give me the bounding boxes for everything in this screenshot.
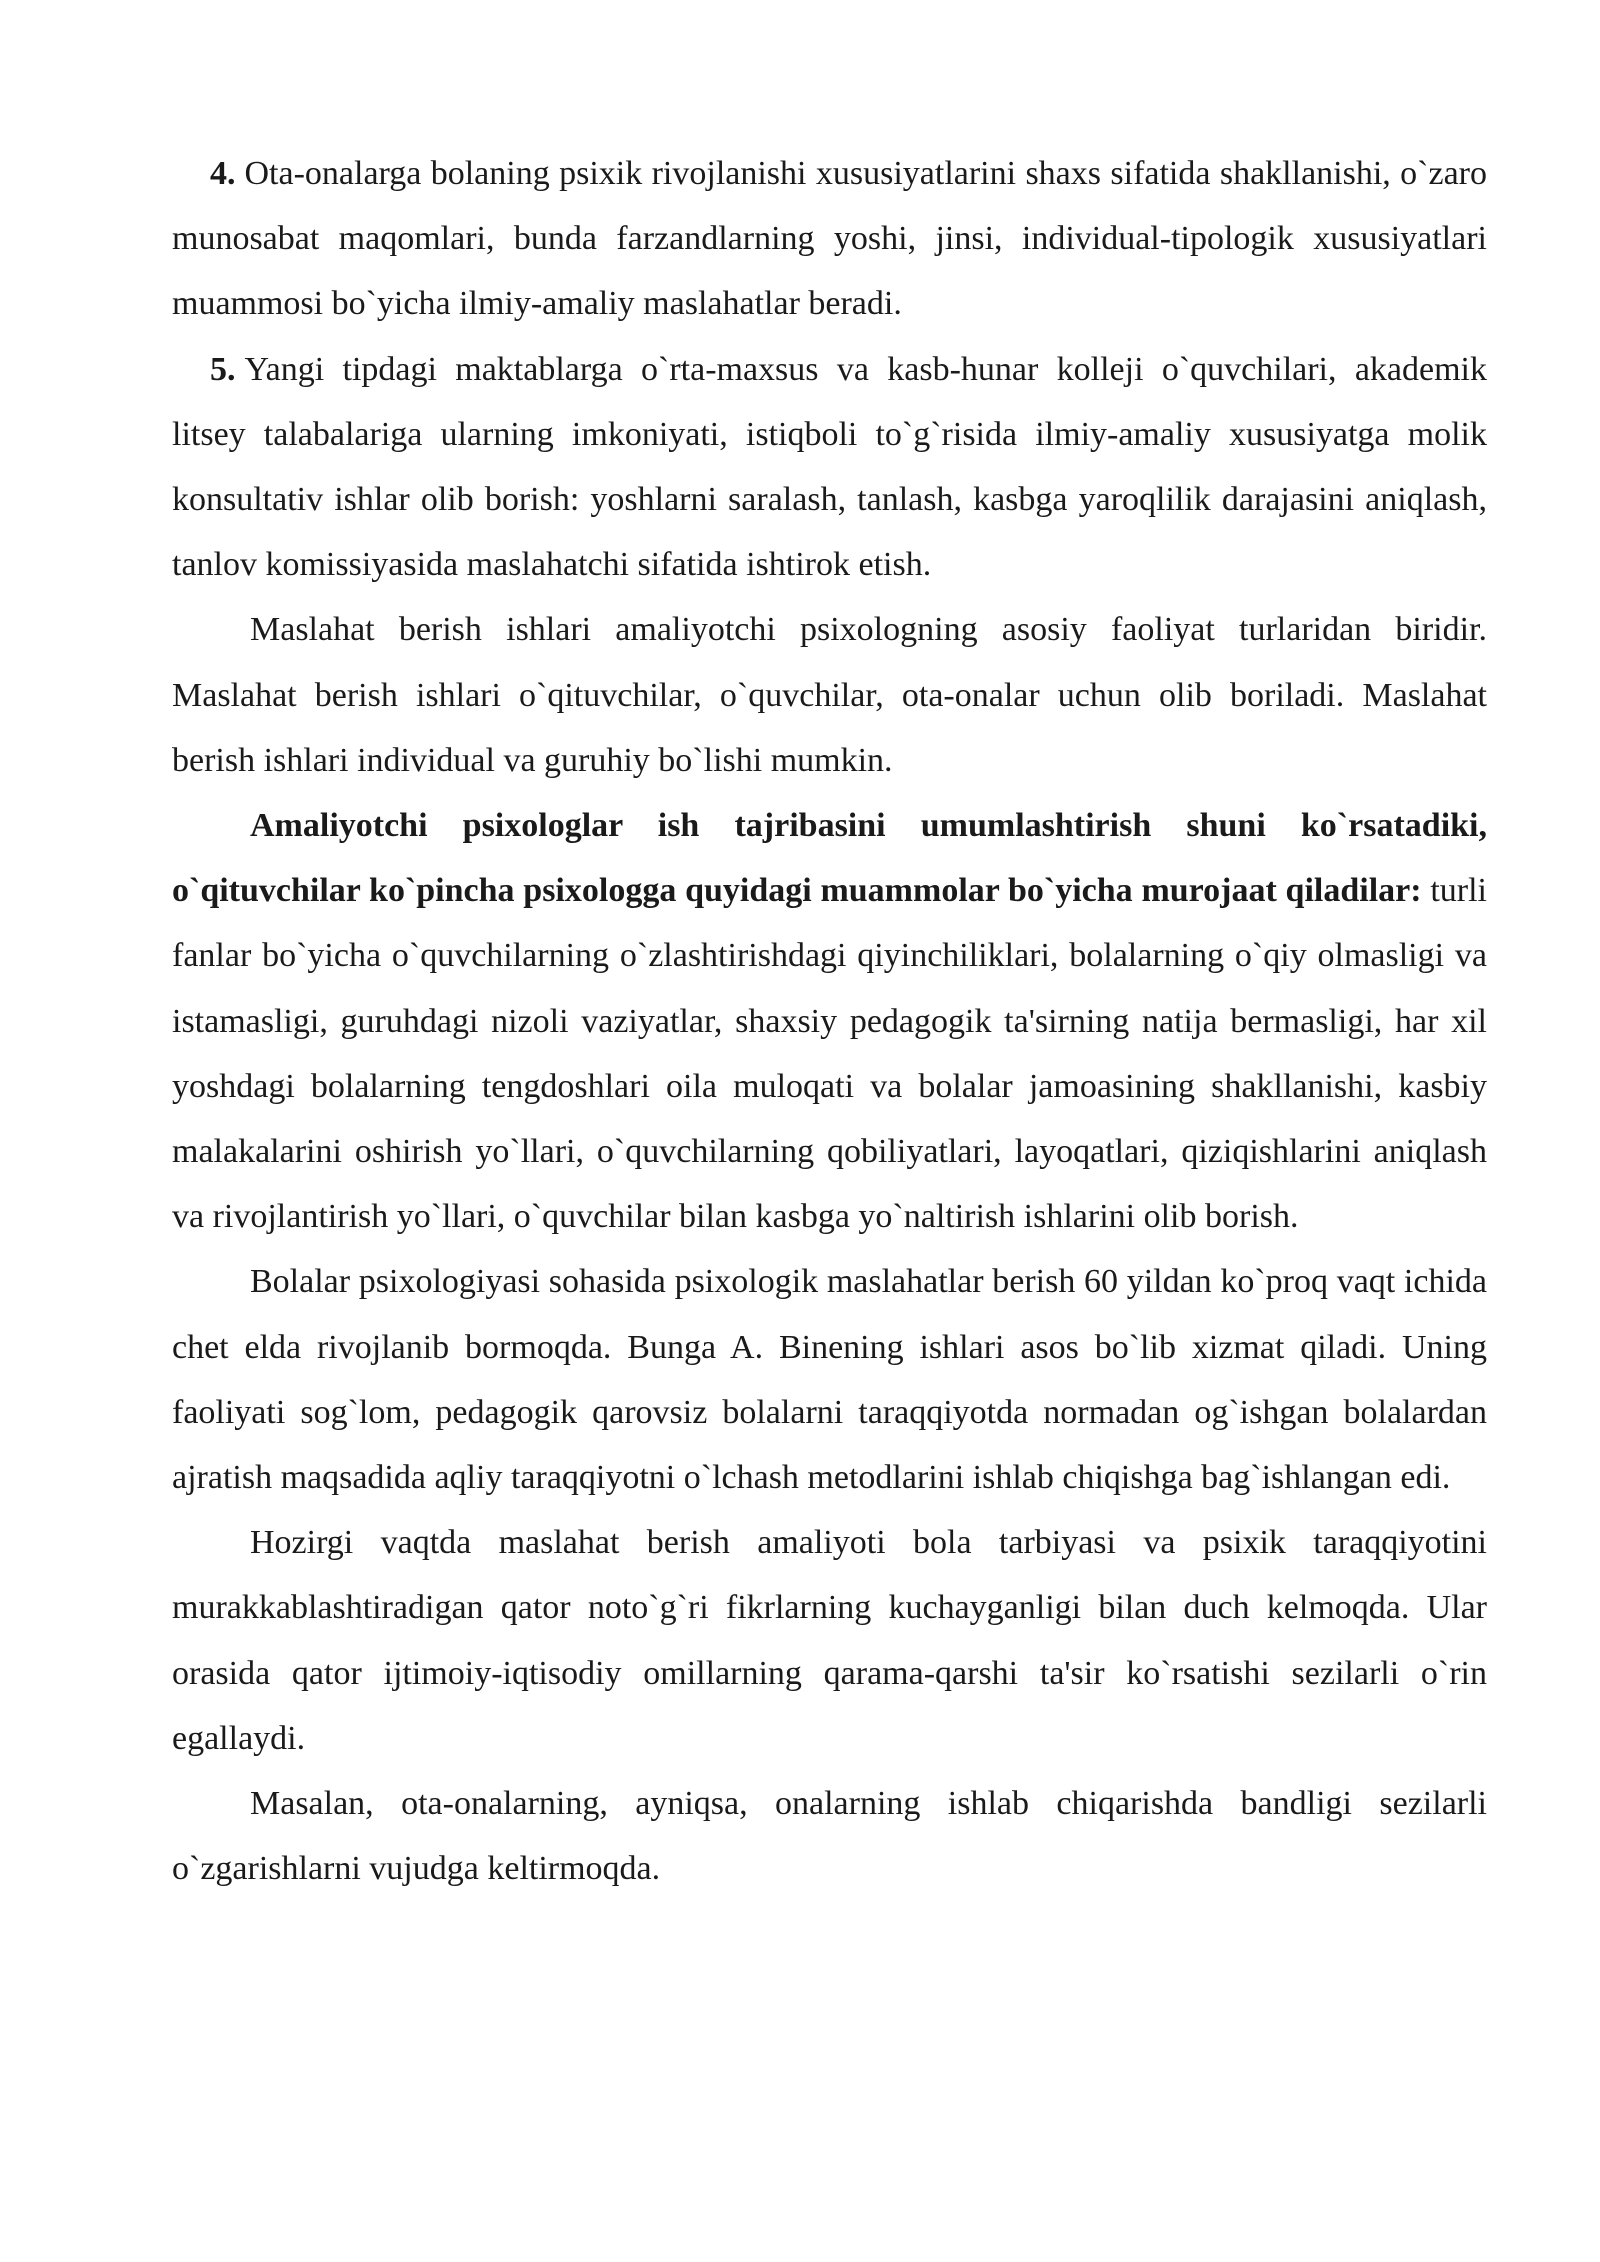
paragraph-text: Maslahat berish ishlari amaliyotchi psixologning asosiy faoliyat turlaridan biridir. Maslahat berish ishlari o`qituvchilar, o`quvchilar, ota-onalar uchun olib boriladi. Maslahat berish ishlari individual va guruhiy bo`lishi mumkin. xyxy=(172,611,1487,779)
document-page xyxy=(172,141,1487,1901)
item-number: 4. xyxy=(210,155,236,192)
paragraph-text: Bolalar psixologiyasi sohasida psixologik maslahatlar berish 60 yildan ko`proq vaqt ichida chet elda rivojlanib bormoqda. Bunga A. Binening ishlari asos bo`lib xizmat qiladi. Uning faoliyati sog`lom, pedagogik qarovsiz bolalarni taraqqiyotda normadan og`ishgan bolalardan ajratish maqsadida aqliy taraqqiyotni o`lchash metodlarini ishlab chiqishga bag`ishlangan edi. xyxy=(172,1263,1487,1497)
paragraph-consulting-types xyxy=(172,597,1487,793)
paragraph-example xyxy=(172,1771,1487,1901)
paragraph-text: Masalan, ota-onalarning, ayniqsa, onalarning ishlab chiqarishda bandligi sezilarli o`zgarishlarni vujudga keltirmoqda. xyxy=(172,1785,1487,1888)
paragraph-text: Yangi tipdagi maktablarga o`rta-maxsus va kasb-hunar kolleji o`quvchilari, akademik litsey talabalariga ularning imkoniyati, istiqboli to`g`risida ilmiy-amaliy xususiyatga molik konsultativ ishlar olib borish: yoshlarni saralash, tanlash, kasbga yaroqlilik darajasini aniqlash, tanlov komissiyasida maslahatchi sifatida ishtirok etish. xyxy=(172,350,1487,584)
paragraph-current-practice xyxy=(172,1510,1487,1771)
paragraph-item-5 xyxy=(172,337,1487,598)
paragraph-history xyxy=(172,1249,1487,1510)
paragraph-item-4 xyxy=(172,141,1487,337)
paragraph-text: Hozirgi vaqtda maslahat berish amaliyoti bola tarbiyasi va psixik taraqqiyotini murakkablashtiradigan qator noto`g`ri fikrlarning kuchayganligi bilan duch kelmoqda. Ular orasida qator ijtimoiy-iqtisodiy omillarning qarama-qarshi ta'sir ko`rsatishi sezilarli o`rin egallaydi. xyxy=(172,1524,1487,1757)
paragraph-text: Ota-onalarga bolaning psixik rivojlanishi xususiyatlarini shaxs sifatida shakllanishi, o`zaro munosabat maqomlari, bunda farzandlarning yoshi, jinsi, individual-tipologik xususiyatlari muammosi bo`yicha ilmiy-amaliy maslahatlar beradi. xyxy=(172,155,1487,323)
item-number: 5. xyxy=(210,350,236,388)
paragraph-text: turli fanlar bo`yicha o`quvchilarning o`zlashtirishdagi qiyinchiliklari, bolalarning o`qiy olmasligi va istamasligi, guruhdagi nizoli vaziyatlar, shaxsiy pedagogik ta'sirning natija bermasligi, har xil yoshdagi bolalarning tengdoshlari oila muloqati va bolalar jamoasining shakllanishi, kasbiy malakalarini oshirish yo`llari, o`quvchilarning qobiliyatlari, layoqatlari, qiziqishlarini aniqlash va rivojlantirish yo`llari, o`quvchilar bilan kasbga yo`naltirish ishlarini olib borish. xyxy=(172,872,1487,1236)
paragraph-lead-bold: Amaliyotchi psixologlar ish tajribasini umumlashtirish shuni ko`rsatadiki, o`qituvchilar ko`pincha psixologga quyidagi muammolar bo`yicha murojaat qiladilar: xyxy=(172,807,1487,910)
paragraph-teacher-problems xyxy=(172,793,1487,1249)
